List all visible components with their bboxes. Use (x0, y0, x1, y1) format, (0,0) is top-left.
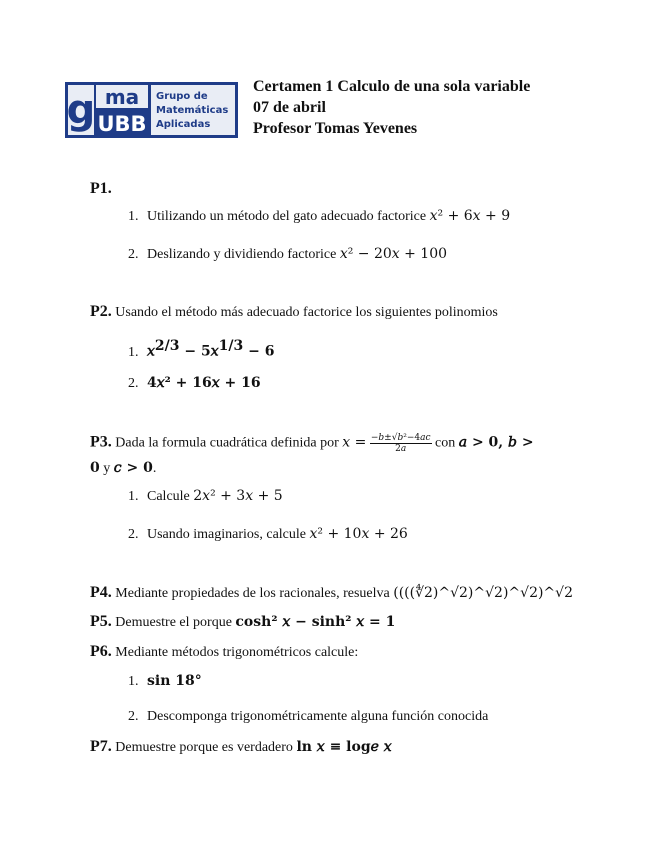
math-expression: cosh² 𝑥 − sinh² 𝑥 = 1 (235, 614, 396, 630)
problem-text: Dada la formula cuadrática definida por (115, 435, 339, 451)
math-expression: ln 𝑥 ≡ log𝑒 𝑥 (296, 739, 392, 755)
logo-ubb: UBB (97, 112, 147, 136)
list-item: 2. Descomponga trigonométricamente alguna función conocida (128, 709, 489, 724)
problem-label: P4. (90, 584, 112, 601)
problem-3: P3. Dada la formula cuadrática definida por 𝑥 = $\frac{\text{−𝑏±√𝑏²−4𝑎𝑐}}{\text{2𝑎}}$ con 𝑎 > 0, 𝑏 > (90, 433, 534, 454)
logo-group-line1: Grupo de (156, 91, 208, 102)
problem-4 (90, 584, 573, 602)
header-professor: Profesor Tomas Yevenes (253, 120, 418, 137)
header-title: Certamen 1 Calculo de una sola variable (253, 78, 531, 95)
problem-3-continuation: 0 y 𝑐 > 0. (90, 460, 157, 476)
math-expression: 𝑥² + 10𝑥 + 26 (309, 526, 408, 542)
problem-5 (90, 613, 395, 631)
problem-text: Mediante propiedades de los racionales, resuelva (115, 586, 390, 601)
logo-group-line3: Aplicadas (156, 119, 211, 130)
math-expression: 2𝑥² + 3𝑥 + 5 (193, 488, 283, 504)
logo-ma: ma (104, 85, 140, 109)
list-item: 2. Usando imaginarios, calcule 𝑥² + 10𝑥 + 26 (128, 526, 408, 542)
item-text: Calcule (147, 489, 190, 504)
problem-label: P2. (90, 303, 112, 320)
item-text: Usando imaginarios, calcule (147, 527, 307, 542)
list-item: 1. Calcule 2𝑥² + 3𝑥 + 5 (128, 488, 283, 504)
quadratic-formula-fraction: $\frac{\text{−𝑏±√𝑏²−4𝑎𝑐}}{\text{2𝑎}}$ (370, 433, 431, 454)
list-item: 1. Utilizando un método del gato adecuado factorice 𝑥² + 6𝑥 + 9 (128, 208, 511, 224)
problem-text: Demuestre el porque (115, 615, 232, 630)
logo-letter-g: g (66, 87, 96, 133)
problem-label: P5. (90, 613, 112, 630)
exam-header (253, 76, 633, 139)
item-text: Descomponga trigonométricamente alguna función conocida (147, 709, 489, 724)
math-expression: 4𝑥² + 16𝑥 + 16 (147, 375, 261, 391)
math-expression: 𝑥² − 20𝑥 + 100 (339, 246, 448, 262)
logo-group-line2: Matemáticas (156, 105, 229, 116)
list-item: 2. 4𝑥² + 16𝑥 + 16 (128, 375, 261, 391)
math-expression: ((((∜2)^√2)^√2)^√2)^√2 (393, 585, 573, 601)
item-text: Deslizando y dividiendo factorice (147, 247, 337, 262)
problem-7 (90, 738, 392, 756)
problem-1 (90, 180, 112, 198)
list-item: 1. 𝑥$^{2/3}$ − 5𝑥$^{1/3}$ − 6 (128, 338, 275, 360)
math-expression: sin 18° (147, 673, 202, 689)
list-item: 2. Deslizando y dividiendo factorice 𝑥² − 20𝑥 + 100 (128, 246, 448, 262)
problem-label: P7. (90, 738, 112, 755)
problem-label: P6. (90, 643, 112, 660)
problem-label: P1. (90, 180, 112, 197)
problem-text: Usando el método más adecuado factorice los siguientes polinomios (115, 305, 498, 320)
item-text: Utilizando un método del gato adecuado factorice (147, 209, 427, 224)
math-expression: 𝑥² + 6𝑥 + 9 (429, 208, 511, 224)
problem-text: Mediante métodos trigonométricos calcule: (115, 645, 359, 660)
problem-2 (90, 303, 498, 321)
problem-text: Demuestre porque es verdadero (115, 740, 293, 755)
gma-ubb-logo (65, 82, 238, 138)
list-item: 1. sin 18° (128, 673, 202, 689)
header-date: 07 de abril (253, 99, 326, 116)
problem-label: P3. (90, 433, 112, 451)
problem-6 (90, 643, 358, 661)
